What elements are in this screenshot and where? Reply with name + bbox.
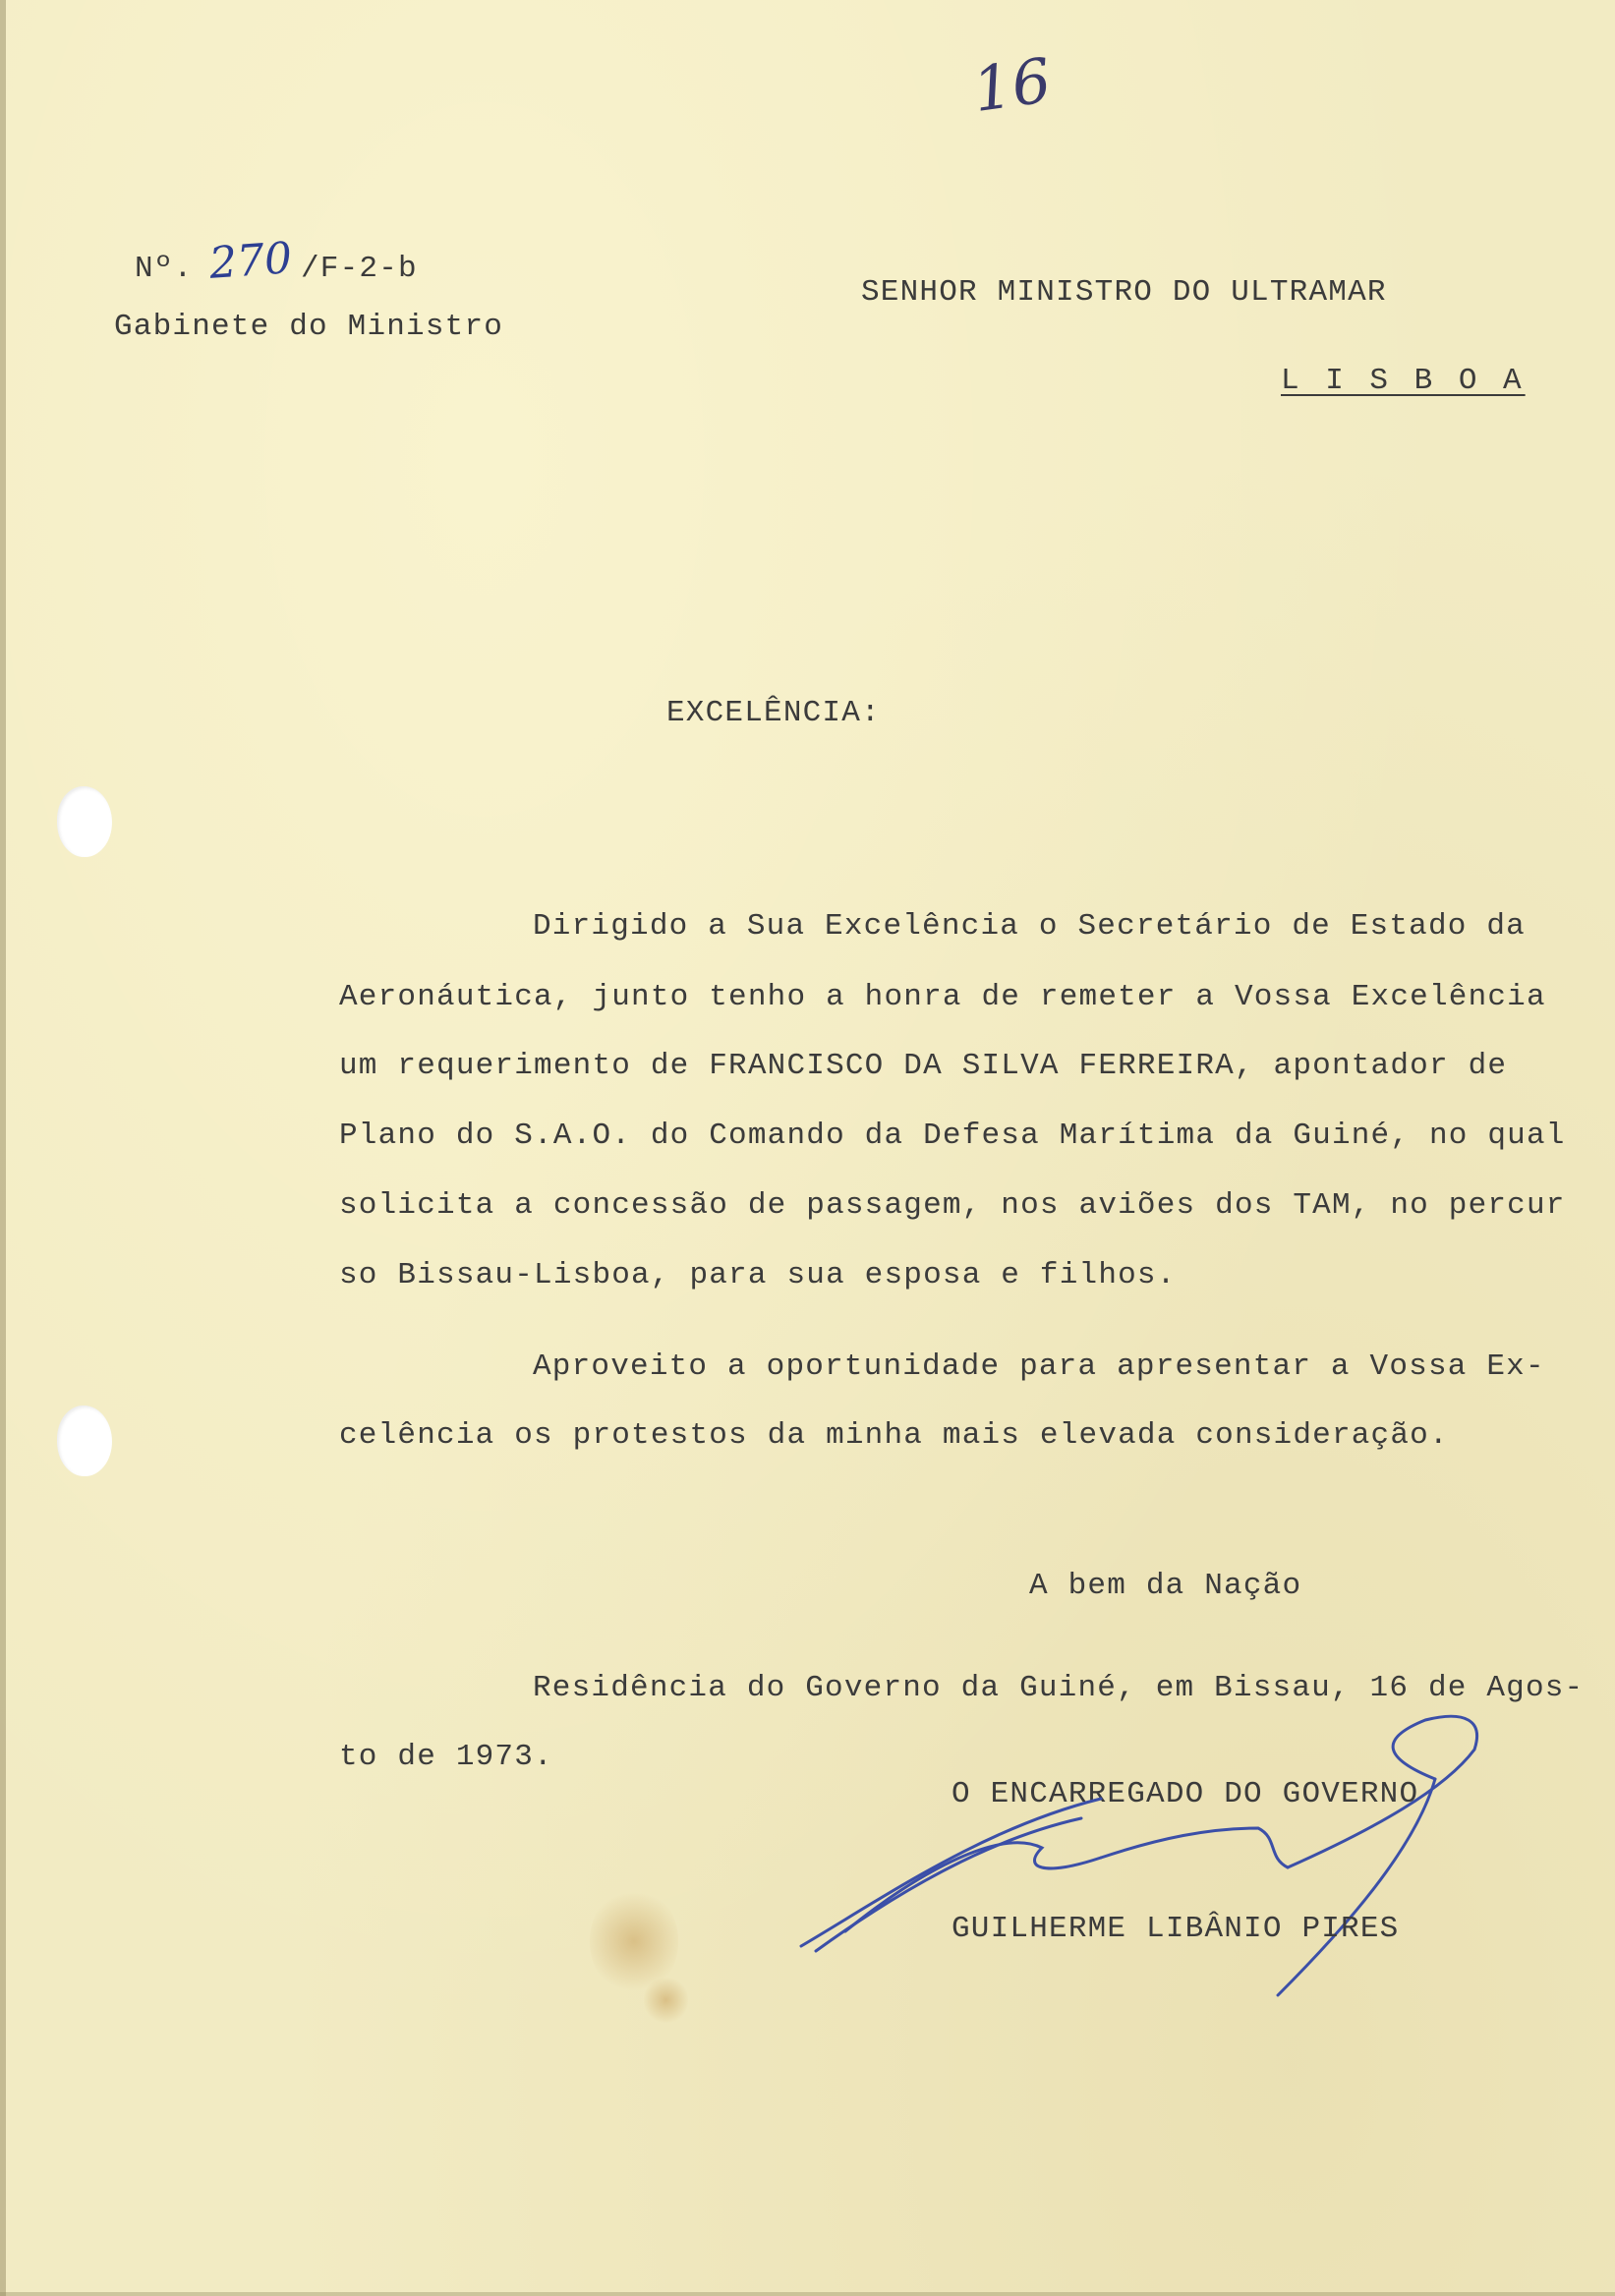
closing-line-2: celência os protestos da minha mais elevada consideração. [339,1418,1449,1453]
motto: A bem da Nação [1029,1569,1302,1603]
place-date-line-1: Residência do Governo da Guiné, em Bissau, 16 de Agos- [533,1671,1585,1705]
salutation: EXCELÊNCIA: [666,696,881,730]
signatory-role: O ENCARREGADO DO GOVERNO [952,1777,1419,1811]
body-line-6: so Bissau-Lisboa, para sua esposa e filhos. [339,1258,1177,1292]
handwritten-page-number: 16 [968,43,1056,127]
body-line-5: solicita a concessão de passagem, nos aviões dos TAM, no percur [339,1188,1566,1223]
office-name: Gabinete do Ministro [114,310,504,344]
reference-suffix: /F-2-b [301,252,418,286]
signatory-name: GUILHERME LIBÂNIO PIRES [952,1912,1400,1946]
closing-line-1: Aproveito a oportunidade para apresentar a Vossa Ex- [533,1349,1545,1384]
body-line-3: um requerimento de FRANCISCO DA SILVA FERREIRA, apontador de [339,1049,1508,1083]
reference-prefix: Nº. [135,252,194,286]
addressee-title: SENHOR MINISTRO DO ULTRAMAR [861,275,1387,310]
body-line-4: Plano do S.A.O. do Comando da Defesa Marítima da Guiné, no qual [339,1119,1566,1153]
place-date-line-2: to de 1973. [339,1740,553,1774]
body-line-2: Aeronáutica, junto tenho a honra de remeter a Vossa Excelência [339,980,1546,1014]
reference-number-handwritten: 270 [207,233,294,289]
addressee-city: L I S B O A [1281,364,1526,398]
body-line-1: Dirigido a Sua Excelência o Secretário de Estado da [533,909,1526,944]
